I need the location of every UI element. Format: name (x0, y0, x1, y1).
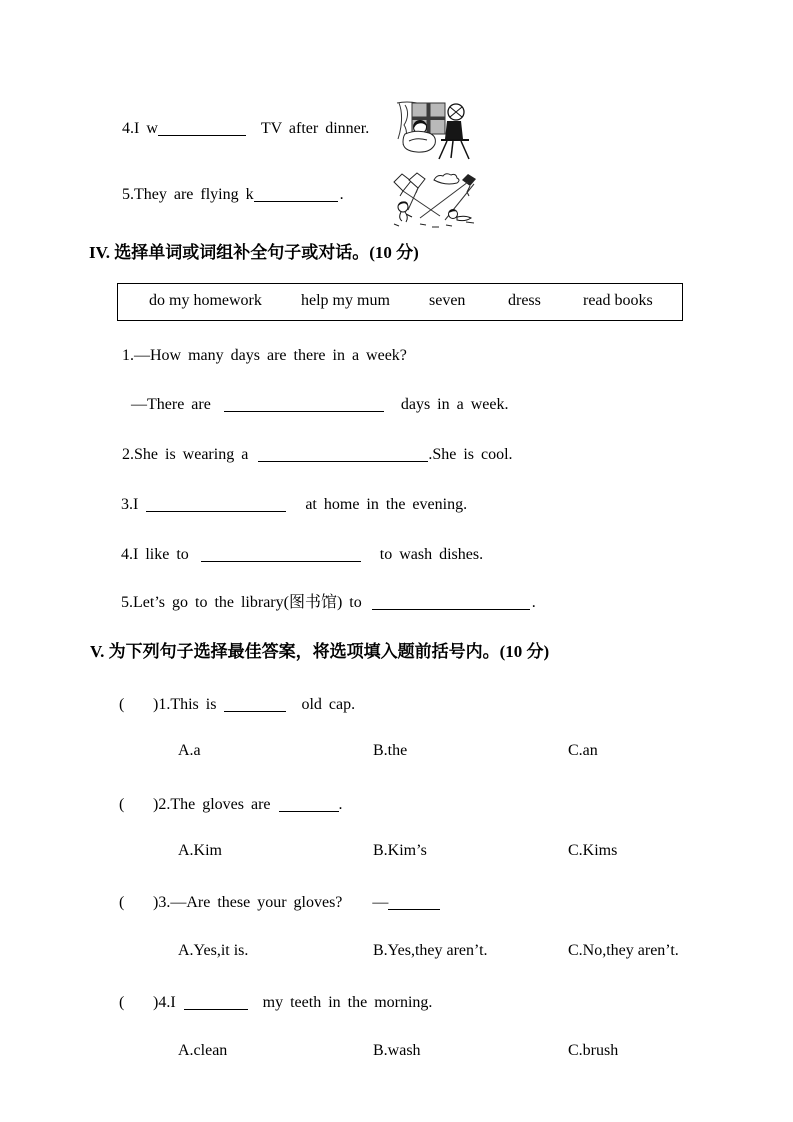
answer-blank (279, 797, 339, 812)
question-text: 4.I w (122, 120, 158, 137)
question-text: to wash dishes. (379, 546, 484, 563)
option-c: C.an (568, 742, 598, 759)
question-text: )4.I (153, 994, 176, 1011)
option-a: A.Yes,it is. (178, 942, 249, 959)
v-question-4-options (0, 1042, 793, 1063)
v-question-3-options (0, 942, 793, 963)
v-question-3-stem (119, 892, 440, 913)
answer-bracket: ( (119, 796, 125, 813)
option-c: C.No,they aren’t. (568, 942, 679, 959)
word-bank-item: seven (429, 292, 466, 309)
word-bank-item: do my homework (149, 292, 262, 309)
answer-blank (254, 187, 338, 202)
option-b: B.wash (373, 1042, 421, 1059)
iv-question-4 (121, 544, 483, 565)
question-text: 5.They are flying k (122, 186, 254, 203)
iv-question-1-line-1: 1.—How many days are there in a week? (122, 347, 407, 364)
option-b: B.Yes,they aren’t. (373, 942, 488, 959)
option-c: C.Kims (568, 842, 618, 859)
question-text: . (531, 594, 536, 611)
fill-blank-question-4 (122, 118, 369, 139)
question-text: 4.I like to (121, 546, 189, 563)
word-bank-box (117, 283, 683, 321)
question-text: )3.—Are these your gloves? (153, 894, 343, 911)
question-text: days in a week. (400, 396, 509, 413)
word-bank-item: help my mum (301, 292, 390, 309)
answer-blank (146, 497, 286, 512)
word-bank-item: dress (508, 292, 541, 309)
answer-blank (224, 397, 384, 412)
option-a: A.clean (178, 1042, 228, 1059)
iv-question-2 (122, 444, 513, 465)
v-question-1-options (0, 742, 793, 763)
question-text: at home in the evening. (305, 496, 468, 513)
question-text: my teeth in the morning. (262, 994, 433, 1011)
word-bank-item: read books (583, 292, 653, 309)
watching-tv-illustration (395, 101, 477, 169)
question-text: )2.The gloves are (153, 796, 271, 813)
option-c: C.brush (568, 1042, 619, 1059)
flying-kites-illustration (390, 172, 480, 235)
answer-blank (372, 595, 530, 610)
question-text: )1.This is (153, 696, 217, 713)
question-text: 5.Let’s go to the library(图书馆) to (121, 594, 362, 611)
answer-bracket: ( (119, 994, 125, 1011)
answer-blank (158, 121, 246, 136)
answer-bracket: ( (119, 696, 125, 713)
option-b: B.Kim’s (373, 842, 427, 859)
iv-question-5 (121, 592, 536, 613)
answer-dash: — (372, 894, 389, 911)
question-text: TV after dinner. (260, 120, 370, 137)
answer-blank (184, 995, 248, 1010)
question-text: —There are (131, 396, 211, 413)
question-text: 3.I (121, 496, 139, 513)
option-b: B.the (373, 742, 408, 759)
fill-blank-question-5 (122, 184, 344, 205)
v-question-4-stem (119, 992, 432, 1013)
question-text: old cap. (301, 696, 356, 713)
answer-bracket: ( (119, 894, 125, 911)
answer-blank (388, 895, 440, 910)
answer-blank (201, 547, 361, 562)
question-text: . (338, 796, 343, 813)
option-a: A.a (178, 742, 201, 759)
section-iv-heading: IV. 选择单词或词组补全句子或对话。(10 分) (89, 243, 419, 262)
v-question-2-stem (119, 794, 343, 815)
v-question-1-stem (119, 694, 355, 715)
option-a: A.Kim (178, 842, 222, 859)
section-v-heading: V. 为下列句子选择最佳答案，将选项填入题前括号内。(10 分) (90, 642, 550, 661)
answer-blank (258, 447, 428, 462)
v-question-2-options (0, 842, 793, 863)
answer-blank (224, 697, 286, 712)
question-text: . (339, 186, 344, 203)
question-text: 2.She is wearing a (122, 446, 249, 463)
iv-question-3 (121, 494, 467, 515)
question-text: .She is cool. (428, 446, 513, 463)
iv-question-1-answer-line (131, 394, 508, 415)
